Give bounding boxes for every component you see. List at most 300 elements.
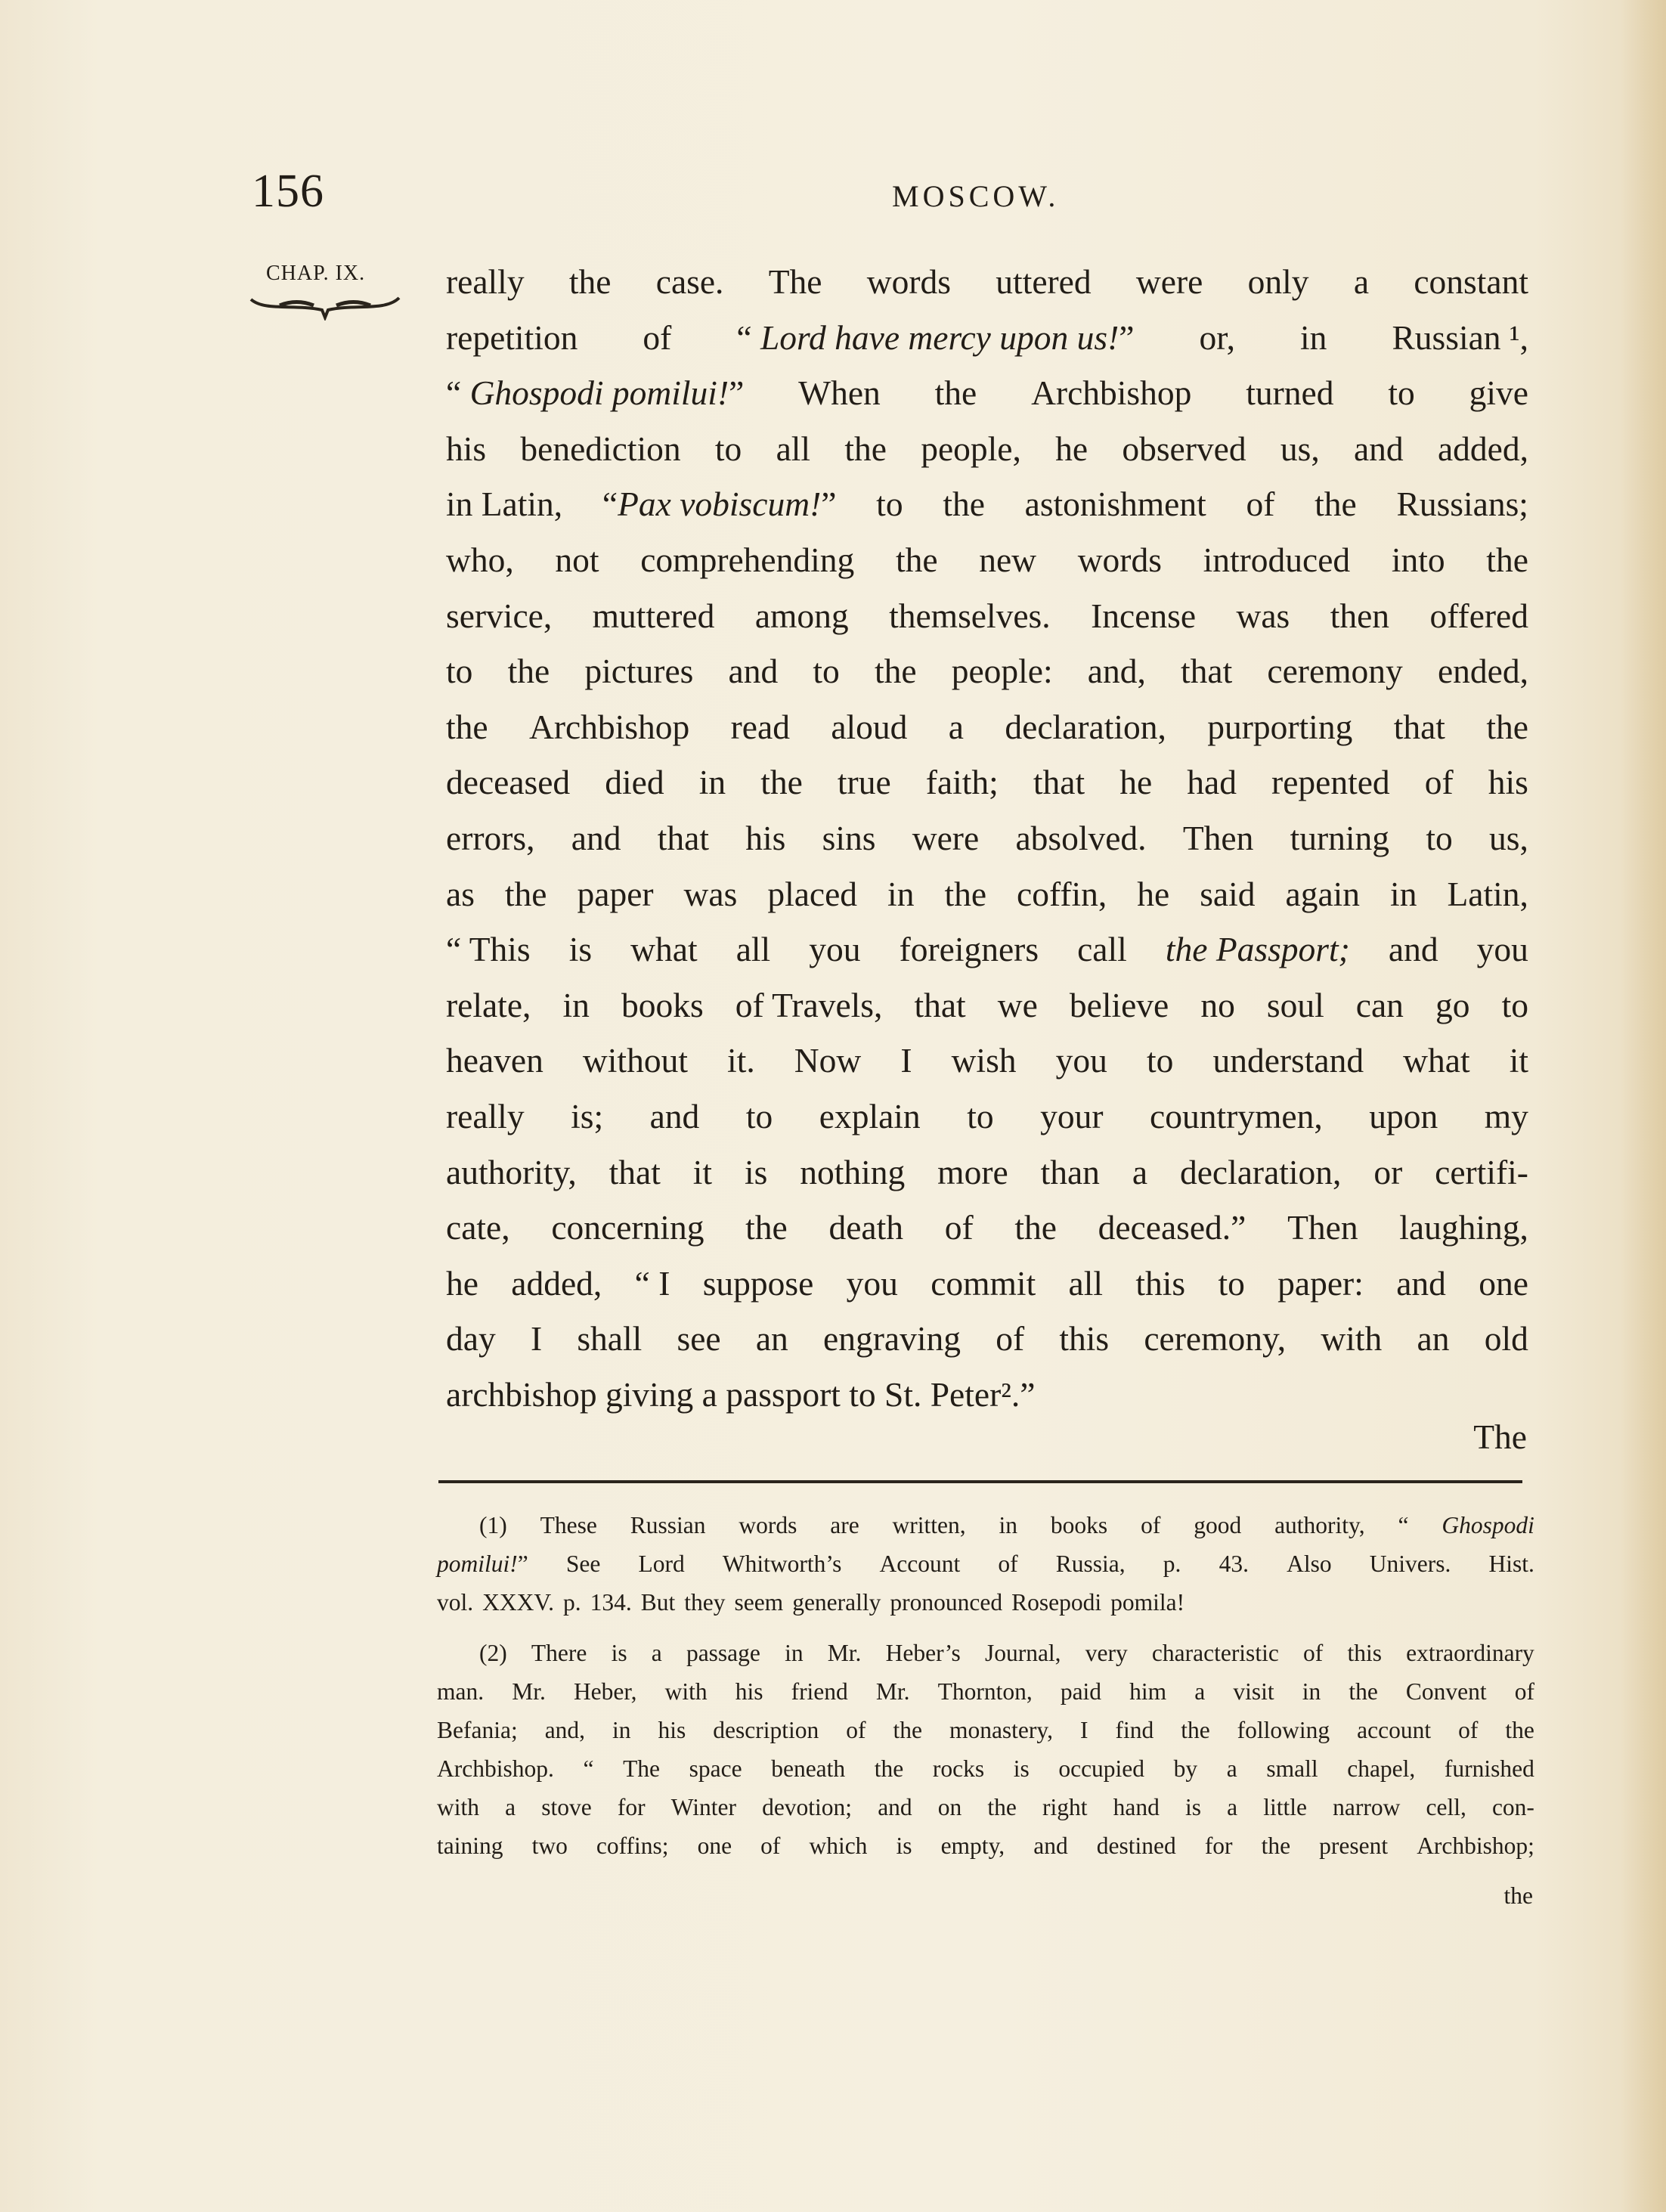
page-number: 156: [252, 166, 324, 217]
word: that: [914, 985, 966, 1024]
word: the: [568, 262, 612, 301]
word: Incense: [1091, 596, 1197, 635]
word: day: [446, 1319, 496, 1358]
word: as: [446, 874, 475, 913]
word: he: [446, 1263, 478, 1303]
footnote-2-line: [437, 1672, 1534, 1711]
word: the: [1315, 485, 1357, 524]
word: shall: [577, 1319, 643, 1358]
word: of: [1303, 1640, 1324, 1666]
word: and: [1388, 930, 1438, 969]
word: the: [507, 652, 550, 691]
chapter-label: CHAP. IX.: [266, 262, 366, 285]
word: pomila!: [1110, 1589, 1185, 1616]
word: “: [583, 1755, 594, 1782]
word: his: [446, 429, 487, 468]
word: the: [874, 652, 917, 691]
word: “: [1398, 1512, 1409, 1538]
word: p.: [1163, 1551, 1181, 1577]
footnote-catchword: the: [1503, 1882, 1533, 1909]
word: occupied: [1058, 1755, 1145, 1782]
word: into: [1391, 540, 1445, 579]
text-line: [446, 1311, 1528, 1367]
word: service,: [446, 596, 553, 635]
word: the: [1505, 1717, 1534, 1743]
word: case.: [655, 262, 724, 301]
word: two: [531, 1832, 568, 1859]
word: who,: [446, 540, 514, 579]
word: Journal,: [984, 1640, 1061, 1666]
word: “ This: [446, 930, 531, 969]
word: were: [912, 818, 980, 857]
word: Also: [1287, 1551, 1332, 1577]
footnote-1-line: [437, 1506, 1534, 1544]
text-line: [446, 977, 1528, 1033]
word: the: [1181, 1717, 1210, 1743]
footnote-2-line: [437, 1788, 1534, 1826]
word: death: [828, 1208, 903, 1247]
word: (2): [479, 1640, 507, 1666]
word: give: [1469, 373, 1528, 413]
word: faith;: [925, 763, 999, 802]
word: is: [896, 1832, 912, 1859]
word: offered: [1429, 596, 1528, 635]
word: written,: [892, 1512, 966, 1538]
word: and: [649, 1096, 700, 1135]
word: Mr.: [827, 1640, 862, 1666]
footnote-2-line: [437, 1711, 1534, 1749]
word: the: [943, 485, 985, 524]
word: for: [617, 1794, 646, 1820]
running-head: MOSCOW.: [892, 179, 1060, 213]
word: to: [967, 1096, 994, 1135]
word: the: [893, 1717, 922, 1743]
word: the: [1486, 707, 1528, 746]
word: There: [531, 1640, 587, 1666]
word: the: [895, 540, 938, 579]
word: all: [735, 930, 771, 969]
word: really: [446, 262, 525, 301]
word: to: [446, 652, 473, 691]
word: can: [1355, 985, 1404, 1024]
word: of: [846, 1717, 866, 1743]
word: generally: [792, 1589, 881, 1616]
word: turned: [1246, 373, 1334, 413]
word: died: [605, 763, 664, 802]
word: passage: [686, 1640, 760, 1666]
word: of: [1246, 485, 1275, 524]
word: and: [1396, 1263, 1446, 1303]
word: I: [530, 1319, 543, 1358]
word: the: [504, 874, 547, 913]
word: this: [1347, 1640, 1382, 1666]
word: Heber’s: [885, 1640, 961, 1666]
word: errors,: [446, 818, 535, 857]
word: and,: [1087, 652, 1146, 691]
word: to: [1426, 818, 1453, 857]
word: paid: [1060, 1678, 1102, 1705]
word: Account: [879, 1551, 961, 1577]
word: we: [997, 985, 1038, 1024]
word: people,: [921, 429, 1021, 468]
word: These: [540, 1512, 597, 1538]
text-line: [446, 810, 1528, 866]
word: following: [1237, 1717, 1330, 1743]
word: true: [837, 763, 891, 802]
word: Now: [794, 1041, 862, 1080]
word: us,: [1280, 429, 1320, 468]
word: observed: [1122, 429, 1246, 468]
word: is: [611, 1640, 627, 1666]
word: 134.: [590, 1589, 632, 1616]
word: of: [944, 1208, 974, 1247]
word: explain: [819, 1096, 921, 1135]
word: the: [1349, 1678, 1378, 1705]
footnote-2-line: [437, 1749, 1534, 1788]
word: “ I: [634, 1263, 670, 1303]
word: Mr.: [512, 1678, 546, 1705]
word: right: [1042, 1794, 1088, 1820]
word: with: [1321, 1319, 1383, 1358]
word: relate,: [446, 985, 531, 1024]
word: really: [446, 1096, 525, 1135]
word: in Latin,: [446, 485, 563, 524]
text-line: [446, 1033, 1528, 1089]
text-line: [446, 421, 1528, 477]
word: new: [979, 540, 1037, 579]
footnote-2-line: [437, 1634, 1534, 1672]
word: wish: [951, 1041, 1017, 1080]
word: in: [999, 1512, 1018, 1538]
word: “ Ghospodi pomilui!”: [446, 373, 745, 413]
word: the: [944, 874, 987, 913]
word: man.: [437, 1678, 485, 1705]
word: authority,: [1274, 1512, 1365, 1538]
word: But: [640, 1589, 676, 1616]
word: or: [1373, 1152, 1403, 1191]
word: declaration,: [1005, 707, 1166, 746]
word: believe: [1069, 985, 1169, 1024]
word: this: [1135, 1263, 1186, 1303]
word: the: [1486, 540, 1528, 579]
word: XXXV.: [482, 1589, 554, 1616]
word: by: [1173, 1755, 1198, 1782]
word: see: [677, 1319, 721, 1358]
word: and: [571, 818, 621, 857]
word: empty,: [940, 1832, 1005, 1859]
word: what: [1403, 1041, 1470, 1080]
word: Lord: [638, 1551, 685, 1577]
word: extraordinary: [1406, 1640, 1534, 1666]
word: your: [1040, 1096, 1104, 1135]
word: Archbishop: [1031, 373, 1192, 413]
word: it: [692, 1152, 713, 1191]
word: he: [1137, 874, 1170, 913]
word: of: [996, 1319, 1025, 1358]
word: uttered: [996, 262, 1092, 301]
word: the: [446, 707, 488, 746]
word: I: [900, 1041, 912, 1080]
word: a: [948, 707, 964, 746]
word: and: [1033, 1832, 1068, 1859]
word: ceremony: [1267, 652, 1403, 691]
word: paper:: [1277, 1263, 1364, 1303]
footnote-2-line: [437, 1826, 1534, 1865]
word: one: [697, 1832, 732, 1859]
word: words: [866, 262, 951, 301]
word: narrow: [1333, 1794, 1401, 1820]
word: without: [582, 1041, 688, 1080]
word: in: [1302, 1678, 1321, 1705]
word: you: [846, 1263, 898, 1303]
word: that: [657, 818, 709, 857]
text-line: [446, 1256, 1528, 1312]
word: then: [1330, 596, 1390, 635]
word: and: [728, 652, 779, 691]
word: friend: [791, 1678, 848, 1705]
word: countrymen,: [1150, 1096, 1323, 1135]
text-line: [446, 365, 1528, 421]
word: constant: [1414, 262, 1528, 301]
word: Archbishop.: [437, 1755, 554, 1782]
main-text: [446, 254, 1528, 1422]
text-line: [446, 254, 1528, 310]
word: Russian ¹,: [1392, 318, 1528, 357]
word: vol.: [437, 1589, 474, 1616]
text-line: [446, 643, 1528, 699]
word: the: [1261, 1832, 1291, 1859]
word: are: [830, 1512, 859, 1538]
word: read: [730, 707, 790, 746]
word: the: [987, 1794, 1017, 1820]
word: a: [1227, 1794, 1238, 1820]
word: in: [785, 1640, 804, 1666]
word: Archbishop;: [1417, 1832, 1534, 1859]
word: concerning: [551, 1208, 704, 1247]
word: is: [1185, 1794, 1202, 1820]
word: added,: [511, 1263, 602, 1303]
word: no: [1200, 985, 1235, 1024]
word: of Travels,: [735, 985, 883, 1024]
word: paper: [577, 874, 654, 913]
word: introduced: [1203, 540, 1351, 579]
word: to: [714, 429, 742, 468]
word: that: [1181, 652, 1233, 691]
word: than: [1040, 1152, 1100, 1191]
word: very: [1085, 1640, 1128, 1666]
word: it: [1509, 1041, 1528, 1080]
word: Befania;: [437, 1717, 518, 1743]
word: comprehending: [640, 540, 855, 579]
word: he: [1119, 763, 1153, 802]
word: in: [1300, 318, 1327, 357]
footnotes: [437, 1506, 1534, 1865]
word: which: [809, 1832, 868, 1859]
word: and: [878, 1794, 912, 1820]
word: pictures: [584, 652, 694, 691]
word: Mr.: [875, 1678, 910, 1705]
word: nothing: [800, 1152, 906, 1191]
word: Russian: [630, 1512, 706, 1538]
text-line: [446, 922, 1528, 977]
word: go: [1435, 985, 1470, 1024]
word: stove: [541, 1794, 592, 1820]
word: commit: [931, 1263, 1036, 1303]
word: destined: [1096, 1832, 1176, 1859]
word: pronounced: [890, 1589, 1003, 1616]
word: 43.: [1219, 1551, 1249, 1577]
word: of: [1141, 1512, 1161, 1538]
word: this: [1059, 1319, 1110, 1358]
word: cate,: [446, 1208, 510, 1247]
word: I: [1079, 1717, 1088, 1743]
word: was: [683, 874, 738, 913]
word: a: [505, 1794, 516, 1820]
text-line: [446, 1145, 1528, 1200]
word: were: [1135, 262, 1203, 301]
word: con-: [1491, 1794, 1534, 1820]
word: upon: [1369, 1096, 1438, 1135]
word: in: [612, 1717, 631, 1743]
word: purporting: [1207, 707, 1353, 746]
word: of: [1514, 1678, 1534, 1705]
word: more: [937, 1152, 1008, 1191]
word: in: [1390, 874, 1417, 913]
word: only: [1247, 262, 1309, 301]
word: all: [1068, 1263, 1104, 1303]
word: Archbishop: [528, 707, 690, 746]
word: with: [437, 1794, 480, 1820]
word: archbishop giving a passport to St. Peter².”: [446, 1374, 1036, 1414]
word: small: [1266, 1755, 1318, 1782]
word: to: [1501, 985, 1528, 1024]
word: Then: [1182, 818, 1254, 857]
word: beneath: [771, 1755, 846, 1782]
word: and,: [544, 1717, 586, 1743]
word: what: [630, 930, 698, 969]
word: account: [1357, 1717, 1432, 1743]
word: that: [608, 1152, 661, 1191]
word: coffin,: [1017, 874, 1107, 913]
footnote-1-line: [437, 1544, 1534, 1583]
word: certifi-: [1435, 1152, 1528, 1191]
word: of: [760, 1832, 781, 1859]
word: rocks: [932, 1755, 985, 1782]
word: When: [798, 373, 881, 413]
word: his: [658, 1717, 686, 1743]
word: an: [755, 1319, 788, 1358]
word: of: [998, 1551, 1018, 1577]
word: Russia,: [1055, 1551, 1126, 1577]
word: “Pax vobiscum!”: [602, 485, 837, 524]
text-line: [446, 532, 1528, 588]
word: to: [745, 1096, 773, 1135]
text-line: [446, 1367, 1528, 1423]
word: description: [713, 1717, 819, 1743]
word: foreigners: [899, 930, 1039, 969]
word: Latin,: [1447, 874, 1528, 913]
word: visit: [1233, 1678, 1274, 1705]
word: people:: [951, 652, 1053, 691]
text-line: [446, 310, 1528, 366]
word: in: [887, 874, 915, 913]
word: deceased.”: [1098, 1208, 1246, 1247]
word: turning: [1290, 818, 1390, 857]
word: authority,: [446, 1152, 577, 1191]
word: my: [1484, 1096, 1528, 1135]
word: Thornton,: [937, 1678, 1033, 1705]
word: his: [735, 1678, 763, 1705]
word: monastery,: [949, 1717, 1053, 1743]
word: again: [1285, 874, 1361, 913]
word: soul: [1266, 985, 1324, 1024]
word: it.: [727, 1041, 755, 1080]
word: devotion;: [762, 1794, 853, 1820]
word: seem: [734, 1589, 784, 1616]
word: the: [844, 429, 887, 468]
word: Convent: [1405, 1678, 1487, 1705]
word: not: [555, 540, 599, 579]
word: he: [1055, 429, 1088, 468]
word: space: [689, 1755, 742, 1782]
word: that: [1393, 707, 1445, 746]
word: the: [760, 763, 803, 802]
text-line: [446, 754, 1528, 810]
word: for: [1204, 1832, 1233, 1859]
word: a: [651, 1640, 662, 1666]
word: in: [698, 763, 726, 802]
text-line: [446, 699, 1528, 755]
word: a: [1353, 262, 1370, 301]
word: to: [813, 652, 840, 691]
word: with: [664, 1678, 708, 1705]
word: the: [934, 373, 977, 413]
footnote-rule: [438, 1480, 1522, 1483]
word: they: [684, 1589, 726, 1616]
word: pomilui!”: [437, 1551, 528, 1577]
text-line: [446, 1089, 1528, 1145]
word: is: [1013, 1755, 1030, 1782]
word: absolved.: [1015, 818, 1147, 857]
word: (1): [479, 1512, 507, 1538]
word: repetition: [446, 318, 578, 357]
word: all: [776, 429, 811, 468]
word: heaven: [446, 1041, 543, 1080]
word: added,: [1437, 429, 1528, 468]
word: a: [1194, 1678, 1206, 1705]
word: or,: [1199, 318, 1235, 357]
word: themselves.: [889, 596, 1051, 635]
word: old: [1484, 1319, 1528, 1358]
word: placed: [767, 874, 858, 913]
word: ceremony,: [1144, 1319, 1287, 1358]
word: books: [1050, 1512, 1108, 1538]
word: on: [937, 1794, 962, 1820]
word: Ghospodi: [1441, 1512, 1534, 1538]
word: sins: [822, 818, 876, 857]
text-line: [446, 476, 1528, 532]
word: call: [1077, 930, 1127, 969]
word: find: [1115, 1717, 1154, 1743]
word: hand: [1113, 1794, 1160, 1820]
word: in: [562, 985, 590, 1024]
word: Heber,: [573, 1678, 637, 1705]
word: to: [1146, 1041, 1174, 1080]
word: the: [1014, 1208, 1057, 1247]
word: good: [1194, 1512, 1242, 1538]
footnote-1-line: [437, 1583, 1534, 1622]
word: benediction: [520, 429, 681, 468]
